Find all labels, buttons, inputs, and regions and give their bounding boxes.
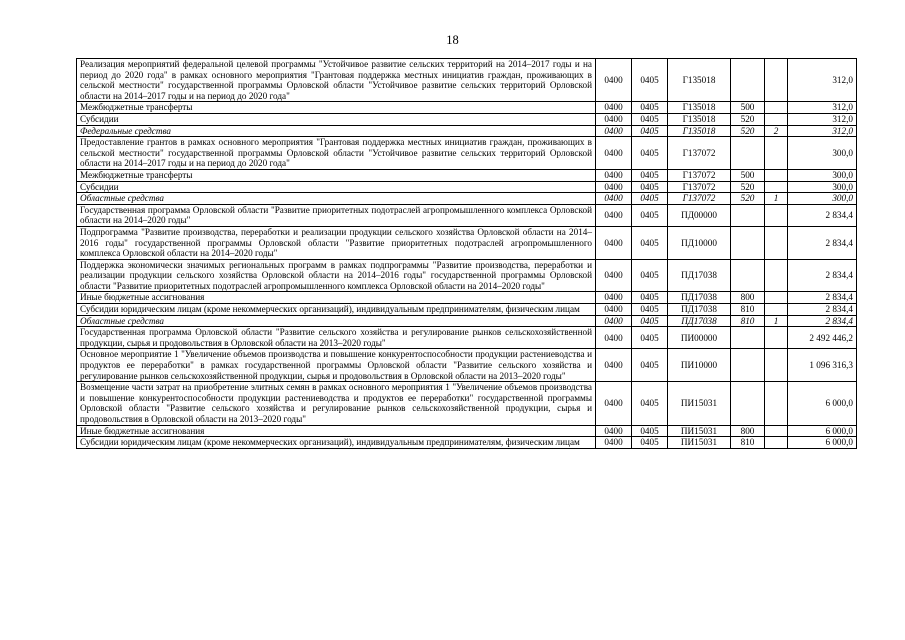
item-name: Областные средства	[77, 315, 596, 327]
item-name: Иные бюджетные ассигнования	[77, 292, 596, 304]
amount: 2 834,4	[788, 304, 857, 316]
target-article-code: ПД17038	[668, 292, 731, 304]
section-code: 0400	[596, 349, 632, 382]
subsection-code: 0405	[632, 304, 668, 316]
funding-source-code	[765, 327, 788, 349]
subsection-code: 0405	[632, 292, 668, 304]
item-name: Реализация мероприятий федеральной целевой программы "Устойчивое развитие сельских территорий на 2014–2017 годы и на период до 2020 года" в рамках основного мероприятия "Грантовая поддержка местных инициатив граждан, проживающих в сельской местности" государственной программы Орловской области "Устойчивое развитие сельских территорий Орловской области на 2014–2017 годы и на период до 2020 года"	[77, 59, 596, 102]
subsection-code: 0405	[632, 102, 668, 114]
amount: 300,0	[788, 169, 857, 181]
funding-source-code	[765, 349, 788, 382]
item-name: Областные средства	[77, 193, 596, 205]
expense-type-code	[731, 382, 765, 425]
subsection-code: 0405	[632, 437, 668, 449]
amount: 6 000,0	[788, 382, 857, 425]
budget-table	[76, 58, 857, 449]
item-name: Государственная программа Орловской области "Развитие приоритетных подотраслей агропромышленного комплекса Орловской области на 2014–2020 годы"	[77, 204, 596, 226]
amount: 2 834,4	[788, 292, 857, 304]
subsection-code: 0405	[632, 349, 668, 382]
item-name: Государственная программа Орловской области "Развитие сельского хозяйства и регулирование рынков сельскохозяйственной продукции, сырья и продовольствия в Орловской области на 2013–2020 годы"	[77, 327, 596, 349]
item-name: Субсидии юридическим лицам (кроме некоммерческих организаций), индивидуальным предпринимателям, физическим лицам	[77, 437, 596, 449]
table-row	[77, 437, 857, 449]
subsection-code: 0405	[632, 169, 668, 181]
expense-type-code	[731, 59, 765, 102]
target-article-code: Г135018	[668, 125, 731, 137]
target-article-code: Г137072	[668, 181, 731, 193]
subsection-code: 0405	[632, 59, 668, 102]
section-code: 0400	[596, 113, 632, 125]
section-code: 0400	[596, 259, 632, 292]
funding-source-code: 1	[765, 315, 788, 327]
item-name: Межбюджетные трансферты	[77, 169, 596, 181]
amount: 2 834,4	[788, 315, 857, 327]
funding-source-code	[765, 113, 788, 125]
amount: 1 096 316,3	[788, 349, 857, 382]
expense-type-code: 520	[731, 125, 765, 137]
item-name: Возмещение части затрат на приобретение элитных семян в рамках основного мероприятия 1 "Увеличение объемов производства и повышение конкурентоспособности продукции растениеводства и продуктов ее переработки" государственной программы Орловской области "Развитие сельского хозяйства и регулирование рынков сельскохозяйственной продукции, сырья и продовольствия в Орловской области на 2013–2020 годы"	[77, 382, 596, 425]
subsection-code: 0405	[632, 125, 668, 137]
subsection-code: 0405	[632, 327, 668, 349]
table-row	[77, 382, 857, 425]
table-row	[77, 169, 857, 181]
table-row	[77, 137, 857, 170]
funding-source-code	[765, 169, 788, 181]
target-article-code: Г135018	[668, 113, 731, 125]
table-body	[77, 59, 857, 449]
subsection-code: 0405	[632, 315, 668, 327]
expense-type-code: 810	[731, 315, 765, 327]
item-name: Федеральные средства	[77, 125, 596, 137]
target-article-code: ПИ15031	[668, 425, 731, 437]
funding-source-code	[765, 181, 788, 193]
target-article-code: ПИ10000	[668, 349, 731, 382]
section-code: 0400	[596, 425, 632, 437]
funding-source-code	[765, 137, 788, 170]
expense-type-code	[731, 327, 765, 349]
table-row	[77, 102, 857, 114]
target-article-code: Г135018	[668, 59, 731, 102]
funding-source-code	[765, 292, 788, 304]
table-row	[77, 315, 857, 327]
amount: 312,0	[788, 113, 857, 125]
item-name: Поддержка экономически значимых региональных программ в рамках подпрограммы "Развитие производства, переработки и реализации продукции сельского хозяйства Орловской области на 2014–2016 годы" государственной программы Орловской области "Развитие приоритетных подотраслей агропромышленного комплекса Орловской области на 2014–2020 годы"	[77, 259, 596, 292]
subsection-code: 0405	[632, 382, 668, 425]
amount: 2 834,4	[788, 259, 857, 292]
amount: 2 834,4	[788, 204, 857, 226]
amount: 2 834,4	[788, 226, 857, 259]
subsection-code: 0405	[632, 113, 668, 125]
amount: 312,0	[788, 102, 857, 114]
table-row	[77, 425, 857, 437]
funding-source-code	[765, 59, 788, 102]
item-name: Межбюджетные трансферты	[77, 102, 596, 114]
subsection-code: 0405	[632, 137, 668, 170]
amount: 312,0	[788, 59, 857, 102]
subsection-code: 0405	[632, 193, 668, 205]
section-code: 0400	[596, 59, 632, 102]
amount: 300,0	[788, 137, 857, 170]
expense-type-code	[731, 349, 765, 382]
section-code: 0400	[596, 292, 632, 304]
target-article-code: ПД17038	[668, 304, 731, 316]
expense-type-code: 810	[731, 437, 765, 449]
item-name: Подпрограмма "Развитие производства, переработки и реализации продукции сельского хозяйства Орловской области на 2014–2016 годы" государственной программы Орловской области "Развитие приоритетных подотраслей агропромышленного комплекса Орловской области на 2014–2020 годы"	[77, 226, 596, 259]
funding-source-code	[765, 259, 788, 292]
amount: 300,0	[788, 193, 857, 205]
expense-type-code	[731, 137, 765, 170]
table-row	[77, 349, 857, 382]
section-code: 0400	[596, 437, 632, 449]
target-article-code: ПИ00000	[668, 327, 731, 349]
subsection-code: 0405	[632, 425, 668, 437]
amount: 300,0	[788, 181, 857, 193]
expense-type-code: 520	[731, 193, 765, 205]
table-row	[77, 125, 857, 137]
section-code: 0400	[596, 125, 632, 137]
table-row	[77, 259, 857, 292]
section-code: 0400	[596, 304, 632, 316]
target-article-code: Г137072	[668, 169, 731, 181]
target-article-code: Г137072	[668, 193, 731, 205]
expense-type-code: 520	[731, 113, 765, 125]
target-article-code: ПИ15031	[668, 437, 731, 449]
expense-type-code	[731, 259, 765, 292]
section-code: 0400	[596, 169, 632, 181]
table-row	[77, 193, 857, 205]
section-code: 0400	[596, 102, 632, 114]
expense-type-code: 810	[731, 304, 765, 316]
table-row	[77, 292, 857, 304]
subsection-code: 0405	[632, 226, 668, 259]
target-article-code: Г137072	[668, 137, 731, 170]
amount: 6 000,0	[788, 437, 857, 449]
funding-source-code	[765, 382, 788, 425]
expense-type-code: 500	[731, 169, 765, 181]
subsection-code: 0405	[632, 181, 668, 193]
item-name: Субсидии юридическим лицам (кроме некоммерческих организаций), индивидуальным предпринимателям, физическим лицам	[77, 304, 596, 316]
amount: 2 492 446,2	[788, 327, 857, 349]
subsection-code: 0405	[632, 259, 668, 292]
subsection-code: 0405	[632, 204, 668, 226]
table-row	[77, 59, 857, 102]
section-code: 0400	[596, 181, 632, 193]
item-name: Предоставление грантов в рамках основного мероприятия "Грантовая поддержка местных инициатив граждан, проживающих в сельской местности" государственной программы Орловской области "Устойчивое развитие сельских территорий Орловской области на 2014–2017 годы и на период до 2020 года"	[77, 137, 596, 170]
expense-type-code: 500	[731, 102, 765, 114]
target-article-code: ПД17038	[668, 259, 731, 292]
table-row	[77, 226, 857, 259]
section-code: 0400	[596, 137, 632, 170]
target-article-code: ПД10000	[668, 226, 731, 259]
funding-source-code	[765, 102, 788, 114]
expense-type-code: 520	[731, 181, 765, 193]
section-code: 0400	[596, 193, 632, 205]
item-name: Основное мероприятие 1 "Увеличение объемов производства и повышение конкурентоспособности продукции растениеводства и продуктов ее переработки" в рамках государственной программы Орловской области "Развитие сельского хозяйства и регулирование рынков сельскохозяйственной продукции, сырья и продовольствия в Орловской области на 2013–2020 годы"	[77, 349, 596, 382]
item-name: Субсидии	[77, 181, 596, 193]
expense-type-code: 800	[731, 292, 765, 304]
target-article-code: Г135018	[668, 102, 731, 114]
section-code: 0400	[596, 382, 632, 425]
amount: 6 000,0	[788, 425, 857, 437]
funding-source-code	[765, 304, 788, 316]
table-row	[77, 181, 857, 193]
amount: 312,0	[788, 125, 857, 137]
section-code: 0400	[596, 226, 632, 259]
page-number: 18	[446, 33, 459, 47]
section-code: 0400	[596, 327, 632, 349]
table-row	[77, 113, 857, 125]
funding-source-code	[765, 437, 788, 449]
funding-source-code	[765, 226, 788, 259]
item-name: Иные бюджетные ассигнования	[77, 425, 596, 437]
expense-type-code: 800	[731, 425, 765, 437]
item-name: Субсидии	[77, 113, 596, 125]
section-code: 0400	[596, 204, 632, 226]
expense-type-code	[731, 226, 765, 259]
funding-source-code	[765, 204, 788, 226]
target-article-code: ПИ15031	[668, 382, 731, 425]
funding-source-code: 1	[765, 193, 788, 205]
table-row	[77, 304, 857, 316]
expense-type-code	[731, 204, 765, 226]
target-article-code: ПД00000	[668, 204, 731, 226]
funding-source-code	[765, 425, 788, 437]
funding-source-code: 2	[765, 125, 788, 137]
section-code: 0400	[596, 315, 632, 327]
target-article-code: ПД17038	[668, 315, 731, 327]
table-row	[77, 327, 857, 349]
table-row	[77, 204, 857, 226]
